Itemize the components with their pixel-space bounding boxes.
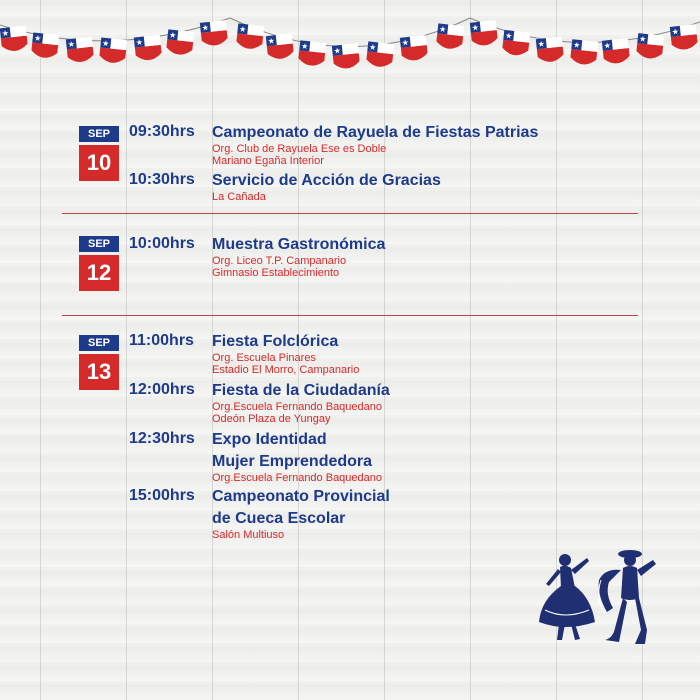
flag-bunting-icon [236,23,264,50]
cueca-dancers-icon [535,540,665,660]
flag-bunting-icon [536,37,564,64]
event-item [129,171,441,203]
svg-text:★: ★ [201,22,210,33]
flag-bunting-icon [166,29,194,56]
month-label: SEP [79,335,119,351]
svg-text:★: ★ [168,30,177,41]
event-title: Campeonato Provincial [212,488,390,505]
event-title: Campeonato de Rayuela de Fiestas Patrias [212,124,539,141]
svg-text:★: ★ [67,39,76,50]
event-title: Expo Identidad [212,431,327,448]
event-venue: Estadio El Morro, Campanario [212,364,360,376]
svg-text:★: ★ [33,33,42,44]
svg-text:★: ★ [101,38,110,49]
flag-bunting-icon [470,20,498,47]
event-item [129,381,390,425]
flag-bunting-icon [298,40,326,67]
event-title-line-2: de Cueca Escolar [212,510,346,527]
svg-text:★: ★ [671,27,680,37]
event-title: Servicio de Acción de Gracias [212,172,441,189]
month-label: SEP [79,236,119,252]
event-time: 15:00hrs [129,487,195,504]
section-divider [62,315,638,316]
event-organizer: Org. Liceo T.P. Campanario [212,255,347,267]
svg-text:★: ★ [438,24,447,35]
event-time: 10:30hrs [129,171,195,188]
event-title: Fiesta de la Ciudadanía [212,382,390,399]
section-divider [62,213,638,214]
event-time: 12:30hrs [129,430,195,447]
day-number: 12 [79,255,119,291]
day-number: 10 [79,145,119,181]
event-venue: Mariano Egaña Interior [212,155,324,167]
date-badge-12 [79,236,119,291]
flag-bunting-icon [602,38,630,65]
svg-text:★: ★ [238,24,247,35]
event-item [129,235,385,279]
flag-garland-icon [0,0,700,90]
svg-text:★: ★ [368,42,377,53]
flag-bunting-icon [366,41,394,68]
svg-text:★: ★ [267,36,276,47]
flag-bunting-icon [0,26,28,53]
event-title-line-2: Mujer Emprendedora [212,453,373,470]
svg-text:★: ★ [135,37,144,48]
event-organizer: Org. Escuela Pinares [212,352,316,364]
svg-text:★: ★ [572,40,581,51]
event-venue: Gimnasio Establecimiento [212,267,340,279]
event-organizer: Org. Club de Rayuela Ese es Doble [212,143,387,155]
svg-text:★: ★ [471,22,480,33]
flag-bunting-icon [400,35,428,62]
event-venue: La Cañada [212,191,266,203]
event-organizer: Org.Escuela Fernando Baquedano [212,472,383,484]
svg-text:★: ★ [300,41,309,52]
flag-bunting-icon [134,35,162,62]
flag-bunting-icon [66,37,94,64]
svg-text:★: ★ [1,28,10,39]
event-venue: Salón Multiuso [212,529,285,541]
event-time: 12:00hrs [129,381,195,398]
flag-bunting-icon [200,20,228,47]
event-item [129,487,390,541]
svg-text:★: ★ [504,31,513,41]
event-organizer: Org.Escuela Fernando Baquedano [212,401,383,413]
event-item [129,430,382,484]
date-badge-10 [79,126,119,181]
month-label: SEP [79,126,119,142]
flag-bunting-icon [670,24,698,51]
flag-bunting-icon [31,32,59,59]
flag-bunting-icon [436,23,464,50]
svg-text:★: ★ [537,39,546,50]
event-title: Fiesta Folclórica [212,333,339,350]
event-time: 09:30hrs [129,123,195,140]
flag-bunting-icon [266,34,294,61]
event-venue: Odeón Plaza de Yungay [212,413,331,425]
event-item [129,123,538,167]
flag-bunting-icon [332,43,360,70]
flag-bunting-icon [570,39,598,66]
svg-text:★: ★ [333,45,342,56]
date-badge-13 [79,335,119,390]
event-item [129,332,359,376]
svg-text:★: ★ [638,34,647,44]
day-number: 13 [79,354,119,390]
svg-text:★: ★ [603,40,612,51]
event-time: 10:00hrs [129,235,195,252]
flag-bunting-icon [502,30,530,57]
flag-bunting-icon [636,33,664,60]
flag-bunting-icon [99,38,127,65]
event-time: 11:00hrs [129,332,194,349]
svg-text:★: ★ [401,37,410,48]
event-title: Muestra Gastronómica [212,236,386,253]
